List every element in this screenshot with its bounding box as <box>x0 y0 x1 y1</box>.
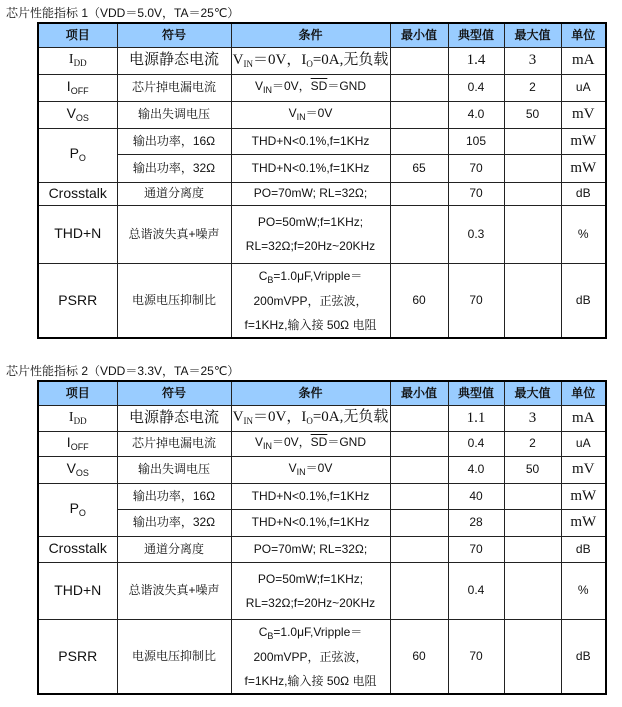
text-segment: PSRR <box>58 647 98 664</box>
min-value <box>390 509 448 536</box>
table-row <box>38 562 606 619</box>
condition-cell <box>231 619 390 694</box>
typ-value: 0.4 <box>448 562 504 619</box>
item-cell <box>38 483 117 536</box>
min-value <box>390 483 448 509</box>
text-segment: V <box>288 460 297 475</box>
min-value <box>390 562 448 619</box>
min-value <box>390 47 448 74</box>
parameter-name: 芯片掉电漏电流 <box>117 74 231 101</box>
text-segment: f=1KHz,输入接 50Ω 电阻 <box>244 673 377 688</box>
condition-cell <box>231 182 390 205</box>
unit: mW <box>561 509 606 536</box>
typ-value: 4.0 <box>448 456 504 483</box>
unit: mW <box>561 483 606 509</box>
unit: uA <box>561 431 606 456</box>
item-cell <box>38 182 117 205</box>
table-row <box>38 205 606 263</box>
table-row <box>38 182 606 205</box>
subscript: B <box>267 274 274 285</box>
text-segment: PO=50mW;f=1KHz; <box>257 215 364 229</box>
text-segment: V <box>232 409 244 426</box>
typ-value: 0.4 <box>448 74 504 101</box>
parameter-name: 电源静态电流 <box>117 405 231 431</box>
max-value <box>504 483 561 509</box>
parameter-name: 芯片掉电漏电流 <box>117 431 231 456</box>
subscript: IN <box>243 416 253 427</box>
item-cell <box>38 456 117 483</box>
text-segment: RL=32Ω;f=20Hz~20KHz <box>245 595 376 610</box>
text-segment: ＝0V <box>305 105 333 120</box>
typ-value: 1.1 <box>448 405 504 431</box>
subscript: IN <box>296 466 306 477</box>
text-segment: ＝0V <box>305 460 333 475</box>
subscript: OFF <box>70 85 89 96</box>
min-value <box>390 128 448 154</box>
typ-value: 105 <box>448 128 504 154</box>
column-header: 最小值 <box>390 381 448 405</box>
parameter-name: 输出失调电压 <box>117 456 231 483</box>
table-row <box>38 74 606 101</box>
condition-cell <box>231 128 390 154</box>
text-segment: =1.0μF,Vripple＝ <box>273 268 363 283</box>
column-header: 项目 <box>38 381 117 405</box>
condition-cell <box>231 456 390 483</box>
column-header: 最大值 <box>504 381 561 405</box>
parameter-name: 输出功率，16Ω <box>117 483 231 509</box>
max-value <box>504 128 561 154</box>
typ-value: 28 <box>448 509 504 536</box>
typ-value: 70 <box>448 536 504 562</box>
column-header: 最小值 <box>390 23 448 47</box>
text-segment: I <box>68 409 74 425</box>
item-cell <box>38 47 117 74</box>
unit: mV <box>561 456 606 483</box>
table-row <box>38 154 606 182</box>
text-segment: I <box>66 433 71 450</box>
condition-cell <box>231 263 390 338</box>
unit: mW <box>561 154 606 182</box>
condition-cell <box>231 509 390 536</box>
subscript: O <box>306 58 313 69</box>
item-cell <box>38 128 117 182</box>
text-segment: ＝0V，I <box>252 409 307 426</box>
text-segment: ＝0V， <box>271 434 311 449</box>
item-cell <box>38 619 117 694</box>
column-header: 条件 <box>231 23 390 47</box>
max-value: 50 <box>504 456 561 483</box>
text-segment: V <box>254 434 263 449</box>
max-value: 2 <box>504 431 561 456</box>
text-segment: THD+N<0.1%,f=1KHz <box>251 160 370 175</box>
unit: mV <box>561 101 606 128</box>
text-segment: Crosstalk <box>48 184 107 201</box>
item-cell <box>38 536 117 562</box>
max-value: 3 <box>504 405 561 431</box>
subscript: O <box>306 416 313 427</box>
text-segment: THD+N<0.1%,f=1KHz <box>251 488 370 503</box>
min-value <box>390 205 448 263</box>
text-segment: PSRR <box>58 291 98 308</box>
unit: dB <box>561 619 606 694</box>
column-header: 典型值 <box>448 381 504 405</box>
column-header: 符号 <box>117 23 231 47</box>
max-value <box>504 619 561 694</box>
unit: dB <box>561 182 606 205</box>
column-header: 最大值 <box>504 23 561 47</box>
table-row <box>38 536 606 562</box>
parameter-name: 电源电压抑制比 <box>117 263 231 338</box>
subscript: O <box>78 153 86 164</box>
max-value: 50 <box>504 101 561 128</box>
max-value <box>504 509 561 536</box>
parameter-name: 通道分离度 <box>117 536 231 562</box>
min-value <box>390 536 448 562</box>
min-value <box>390 405 448 431</box>
unit: dB <box>561 536 606 562</box>
text-segment: Crosstalk <box>48 540 107 557</box>
unit: dB <box>561 263 606 338</box>
parameter-name: 通道分离度 <box>117 182 231 205</box>
text-segment: PO=70mW; RL=32Ω; <box>253 186 368 200</box>
subscript: DD <box>73 415 87 426</box>
table-row <box>38 101 606 128</box>
parameter-name: 输出功率，32Ω <box>117 509 231 536</box>
text-segment: ＝0V， <box>271 78 311 93</box>
condition-cell <box>231 154 390 182</box>
text-segment: C <box>258 268 268 283</box>
min-value <box>390 431 448 456</box>
typ-value: 40 <box>448 483 504 509</box>
subscript: OS <box>75 467 89 478</box>
item-cell <box>38 263 117 338</box>
text-segment: C <box>258 624 268 639</box>
subscript: IN <box>262 440 272 451</box>
text-segment: THD+N <box>54 581 102 598</box>
parameter-name: 电源静态电流 <box>117 47 231 74</box>
overlined-text: $\overline{SD}$ <box>310 78 328 93</box>
parameter-name: 总谐波失真+噪声 <box>117 205 231 263</box>
overlined-text: $\overline{SD}$ <box>310 434 328 449</box>
spec-table-2-title: 芯片性能指标 2（VDD＝3.3V，TA＝25℃） <box>6 364 240 378</box>
text-segment: I <box>66 77 71 94</box>
typ-value: 0.4 <box>448 431 504 456</box>
max-value: 2 <box>504 74 561 101</box>
condition-cell <box>231 562 390 619</box>
subscript: DD <box>73 58 87 69</box>
table-row <box>38 619 606 694</box>
subscript: IN <box>262 84 272 95</box>
min-value: 60 <box>390 263 448 338</box>
condition-cell <box>231 405 390 431</box>
subscript: O <box>78 507 86 518</box>
table-row <box>38 128 606 154</box>
text-segment: PO=50mW;f=1KHz; <box>257 571 364 586</box>
table-row <box>38 263 606 338</box>
parameter-name: 输出功率，32Ω <box>117 154 231 182</box>
parameter-name: 电源电压抑制比 <box>117 619 231 694</box>
max-value <box>504 154 561 182</box>
condition-cell <box>231 483 390 509</box>
condition-cell <box>231 536 390 562</box>
text-segment: THD+N <box>54 225 102 242</box>
max-value <box>504 536 561 562</box>
typ-value: 70 <box>448 182 504 205</box>
table-row <box>38 483 606 509</box>
spec-table-1-title: 芯片性能指标 1（VDD＝5.0V，TA＝25℃） <box>6 6 240 20</box>
text-segment: ＝GND <box>327 434 367 449</box>
column-header: 单位 <box>561 381 606 405</box>
condition-cell <box>231 101 390 128</box>
unit: mW <box>561 128 606 154</box>
text-segment: V <box>254 78 263 93</box>
text-segment: f=1KHz,输入接 50Ω 电阻 <box>244 317 377 332</box>
text-segment: V <box>288 105 297 120</box>
subscript: B <box>267 630 274 641</box>
max-value: 3 <box>504 47 561 74</box>
max-value <box>504 205 561 263</box>
text-segment: ＝0V，I <box>252 51 307 68</box>
subscript: OS <box>75 112 89 123</box>
max-value <box>504 182 561 205</box>
table-row <box>38 456 606 483</box>
condition-cell <box>231 205 390 263</box>
typ-value: 1.4 <box>448 47 504 74</box>
column-header: 单位 <box>561 23 606 47</box>
min-value <box>390 74 448 101</box>
text-segment: P <box>69 499 79 516</box>
text-segment: 200mVPP，正弦波， <box>253 293 368 308</box>
unit: % <box>561 205 606 263</box>
parameter-name: 输出失调电压 <box>117 101 231 128</box>
typ-value: 0.3 <box>448 205 504 263</box>
subscript: IN <box>243 58 253 69</box>
unit: mA <box>561 405 606 431</box>
text-segment: THD+N<0.1%,f=1KHz <box>251 133 370 148</box>
table-row <box>38 431 606 456</box>
parameter-name: 输出功率，16Ω <box>117 128 231 154</box>
text-segment: I <box>68 52 74 68</box>
table-row <box>38 405 606 431</box>
unit: % <box>561 562 606 619</box>
unit: uA <box>561 74 606 101</box>
text-segment: =0A,无负载 <box>312 51 389 68</box>
typ-value: 70 <box>448 263 504 338</box>
condition-cell <box>231 74 390 101</box>
typ-value: 4.0 <box>448 101 504 128</box>
item-cell <box>38 562 117 619</box>
header-row <box>38 23 606 47</box>
typ-value: 70 <box>448 154 504 182</box>
table-row <box>38 509 606 536</box>
min-value <box>390 101 448 128</box>
item-cell <box>38 101 117 128</box>
column-header: 条件 <box>231 381 390 405</box>
text-segment: PO=70mW; RL=32Ω; <box>253 541 368 556</box>
text-segment: RL=32Ω;f=20Hz~20KHz <box>245 239 376 253</box>
item-cell <box>38 74 117 101</box>
item-cell <box>38 405 117 431</box>
max-value <box>504 562 561 619</box>
subscript: OFF <box>70 441 89 452</box>
spec-table-2 <box>37 380 607 695</box>
text-segment: V <box>66 459 76 476</box>
min-value <box>390 456 448 483</box>
text-segment: 200mVPP，正弦波， <box>253 649 368 664</box>
column-header: 项目 <box>38 23 117 47</box>
text-segment: =1.0μF,Vripple＝ <box>273 624 363 639</box>
spec-table-1 <box>37 22 607 339</box>
item-cell <box>38 205 117 263</box>
table-row <box>38 47 606 74</box>
text-segment: ＝GND <box>327 78 367 93</box>
min-value: 65 <box>390 154 448 182</box>
subscript: IN <box>296 111 306 122</box>
condition-cell <box>231 47 390 74</box>
text-segment: V <box>232 51 244 68</box>
min-value: 60 <box>390 619 448 694</box>
item-cell <box>38 431 117 456</box>
max-value <box>504 263 561 338</box>
text-segment: =0A,无负载 <box>312 409 389 426</box>
header-row <box>38 381 606 405</box>
min-value <box>390 182 448 205</box>
text-segment: V <box>66 104 76 121</box>
column-header: 符号 <box>117 381 231 405</box>
text-segment: THD+N<0.1%,f=1KHz <box>251 515 370 529</box>
column-header: 典型值 <box>448 23 504 47</box>
typ-value: 70 <box>448 619 504 694</box>
text-segment: P <box>69 145 79 162</box>
unit: mA <box>561 47 606 74</box>
parameter-name: 总谐波失真+噪声 <box>117 562 231 619</box>
condition-cell <box>231 431 390 456</box>
